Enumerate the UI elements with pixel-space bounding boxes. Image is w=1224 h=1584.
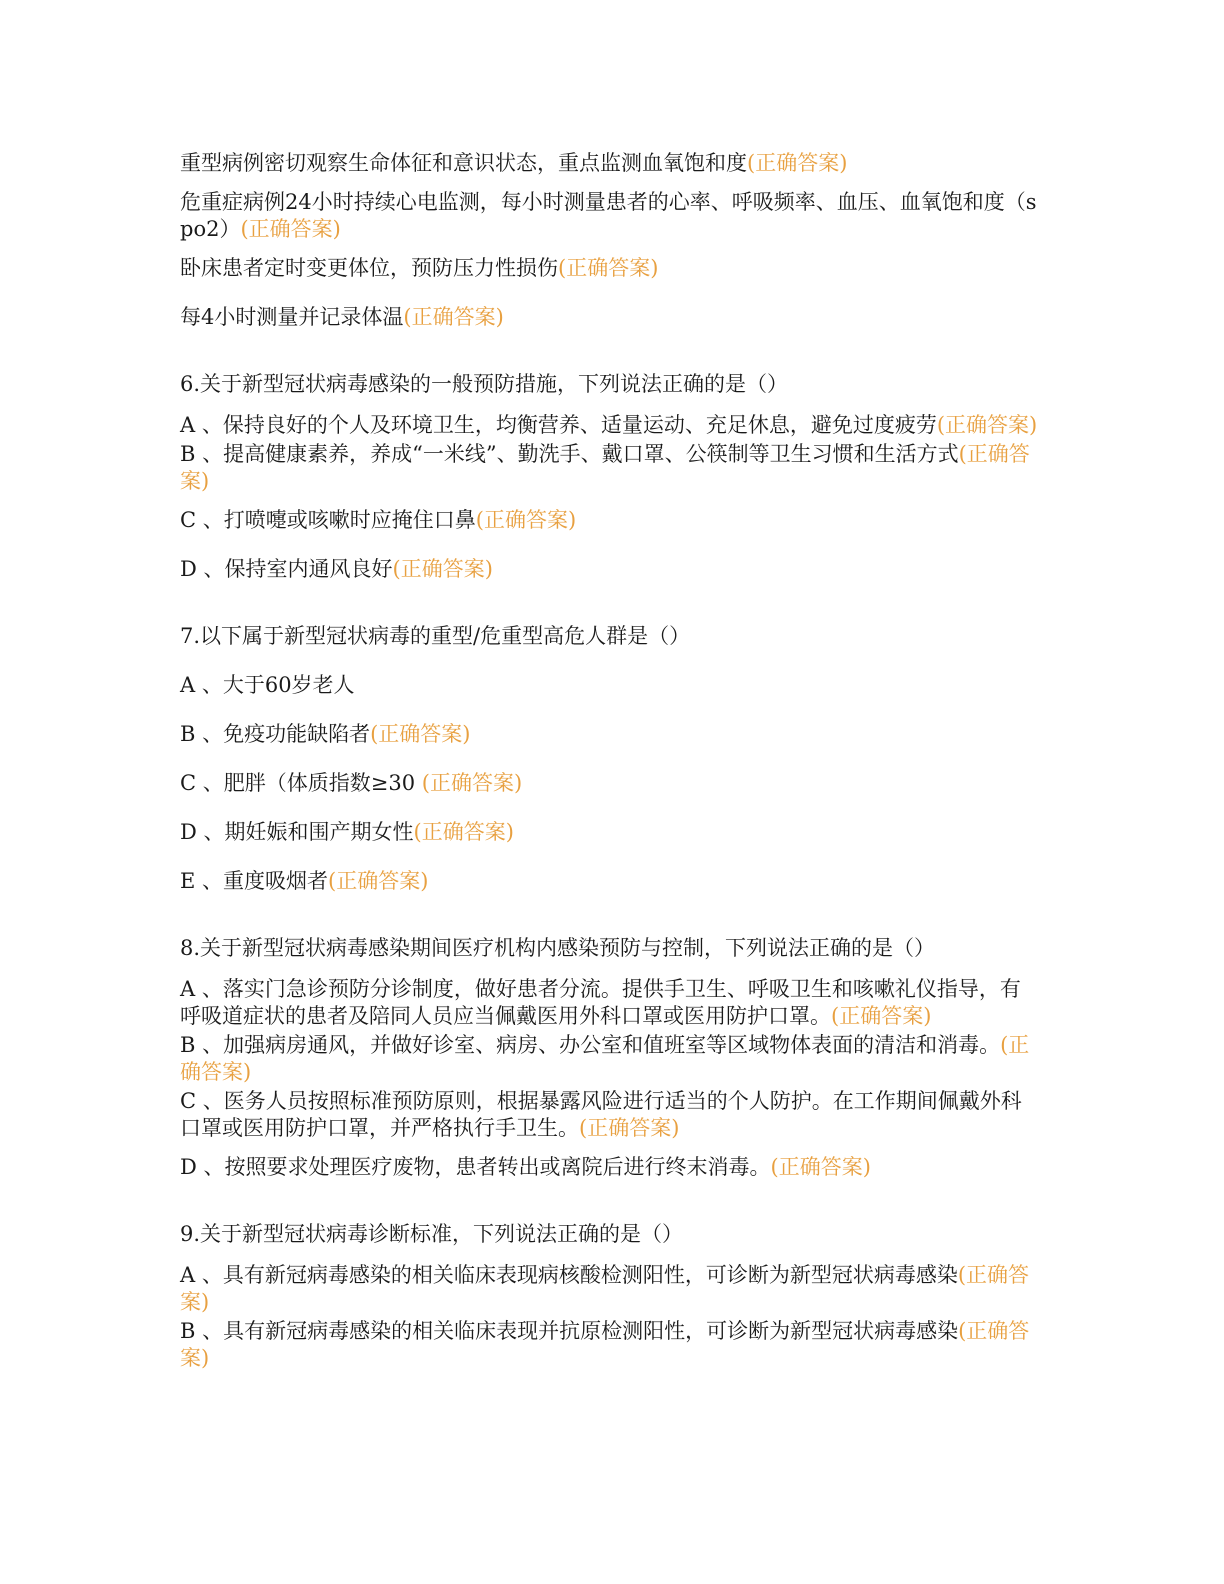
correct-answer-tag: (正确答案) [180, 442, 1030, 493]
option-text: 重型病例密切观察生命体征和意识状态，重点监测血氧饱和度 [180, 151, 747, 175]
correct-answer-tag: (正确答案) [747, 151, 848, 175]
correct-answer-tag: (正确答案) [413, 820, 514, 844]
option-text: A 、大于60岁老人 [180, 673, 355, 697]
option-text: B 、具有新冠病毒感染的相关临床表现并抗原检测阳性，可诊断为新型冠状病毒感染 [180, 1319, 959, 1343]
option-text: B 、免疫功能缺陷者 [180, 722, 371, 746]
option-text: D 、期妊娠和围产期女性 [180, 820, 414, 844]
question-title: 8.关于新型冠状病毒感染期间医疗机构内感染预防与控制，下列说法正确的是（） [180, 936, 936, 960]
option-item [180, 412, 1040, 439]
correct-answer-tag: (正确答案) [240, 217, 341, 241]
option-item [180, 819, 1040, 846]
document-page [180, 150, 1040, 1372]
option-item [180, 1262, 1040, 1316]
correct-answer-tag: (正确答案) [831, 1004, 932, 1028]
option-text: A 、落实门急诊预防分诊制度，做好患者分流。提供手卫生、呼吸卫生和咳嗽礼仪指导，有呼吸道症状的患者及陪同人员应当佩戴医用外科口罩或医用防护口罩。 [180, 977, 1021, 1028]
correct-answer-tag: (正确答案) [180, 1263, 1030, 1314]
option-item [180, 255, 1040, 282]
option-item [180, 189, 1040, 243]
question-title: 6.关于新型冠状病毒感染的一般预防措施，下列说法正确的是（） [180, 372, 789, 396]
option-text: 卧床患者定时变更体位，预防压力性损伤 [180, 256, 558, 280]
correct-answer-tag: (正确答案) [579, 1116, 680, 1140]
question-title: 9.关于新型冠状病毒诊断标准，下列说法正确的是（） [180, 1222, 684, 1246]
option-text: C 、医务人员按照标准预防原则，根据暴露风险进行适当的个人防护。在工作期间佩戴外科口罩或医用防护口罩，并严格执行手卫生。 [180, 1089, 1022, 1140]
option-item [180, 1154, 1040, 1181]
correct-answer-tag: (正确答案) [558, 256, 659, 280]
option-text: C 、肥胖（体质指数≥30 [180, 771, 422, 795]
option-item [180, 507, 1040, 534]
correct-answer-tag: (正确答案) [770, 1155, 871, 1179]
correct-answer-tag: (正确答案) [421, 771, 523, 795]
option-text: A 、保持良好的个人及环境卫生，均衡营养、适量运动、充足休息，避免过度疲劳 [180, 413, 937, 437]
correct-answer-tag: (正确答案) [328, 869, 429, 893]
correct-answer-tag: (正确答案) [936, 413, 1038, 437]
option-text: D 、按照要求处理医疗废物，患者转出或离院后进行终末消毒。 [180, 1155, 771, 1179]
option-item [180, 1318, 1040, 1372]
option-item [180, 868, 1040, 895]
correct-answer-tag: (正确答案) [180, 1319, 1030, 1370]
option-text: D 、保持室内通风良好 [180, 557, 393, 581]
option-item [180, 304, 1040, 331]
correct-answer-tag: (正确答案) [403, 305, 504, 329]
option-item [180, 721, 1040, 748]
option-item [180, 556, 1040, 583]
option-item [180, 672, 1040, 699]
option-item [180, 770, 1040, 797]
option-text: B 、提高健康素养，养成“一米线”、勤洗手、戴口罩、公筷制等卫生习惯和生活方式 [180, 442, 959, 466]
correct-answer-tag: (正确答案) [370, 722, 471, 746]
option-item [180, 150, 1040, 177]
option-item [180, 976, 1040, 1030]
option-item [180, 1032, 1040, 1086]
correct-answer-tag: (正确答案) [392, 557, 493, 581]
option-text: 危重症病例24小时持续心电监测，每小时测量患者的心率、呼吸频率、血压、血氧饱和度（spo2） [180, 190, 1037, 241]
correct-answer-tag: (正确答案) [180, 1033, 1030, 1084]
option-item [180, 1088, 1040, 1142]
option-item [180, 441, 1040, 495]
correct-answer-tag: (正确答案) [475, 508, 577, 532]
question-title: 7.以下属于新型冠状病毒的重型/危重型高危人群是（） [180, 624, 691, 648]
option-text: E 、重度吸烟者 [180, 869, 329, 893]
option-text: A 、具有新冠病毒感染的相关临床表现病核酸检测阳性，可诊断为新型冠状病毒感染 [180, 1263, 958, 1287]
option-text: B 、加强病房通风，并做好诊室、病房、办公室和值班室等区域物体表面的清洁和消毒。 [180, 1033, 1001, 1057]
option-text: 每4小时测量并记录体温 [180, 305, 404, 329]
option-text: C 、打喷嚏或咳嗽时应掩住口鼻 [180, 508, 476, 532]
